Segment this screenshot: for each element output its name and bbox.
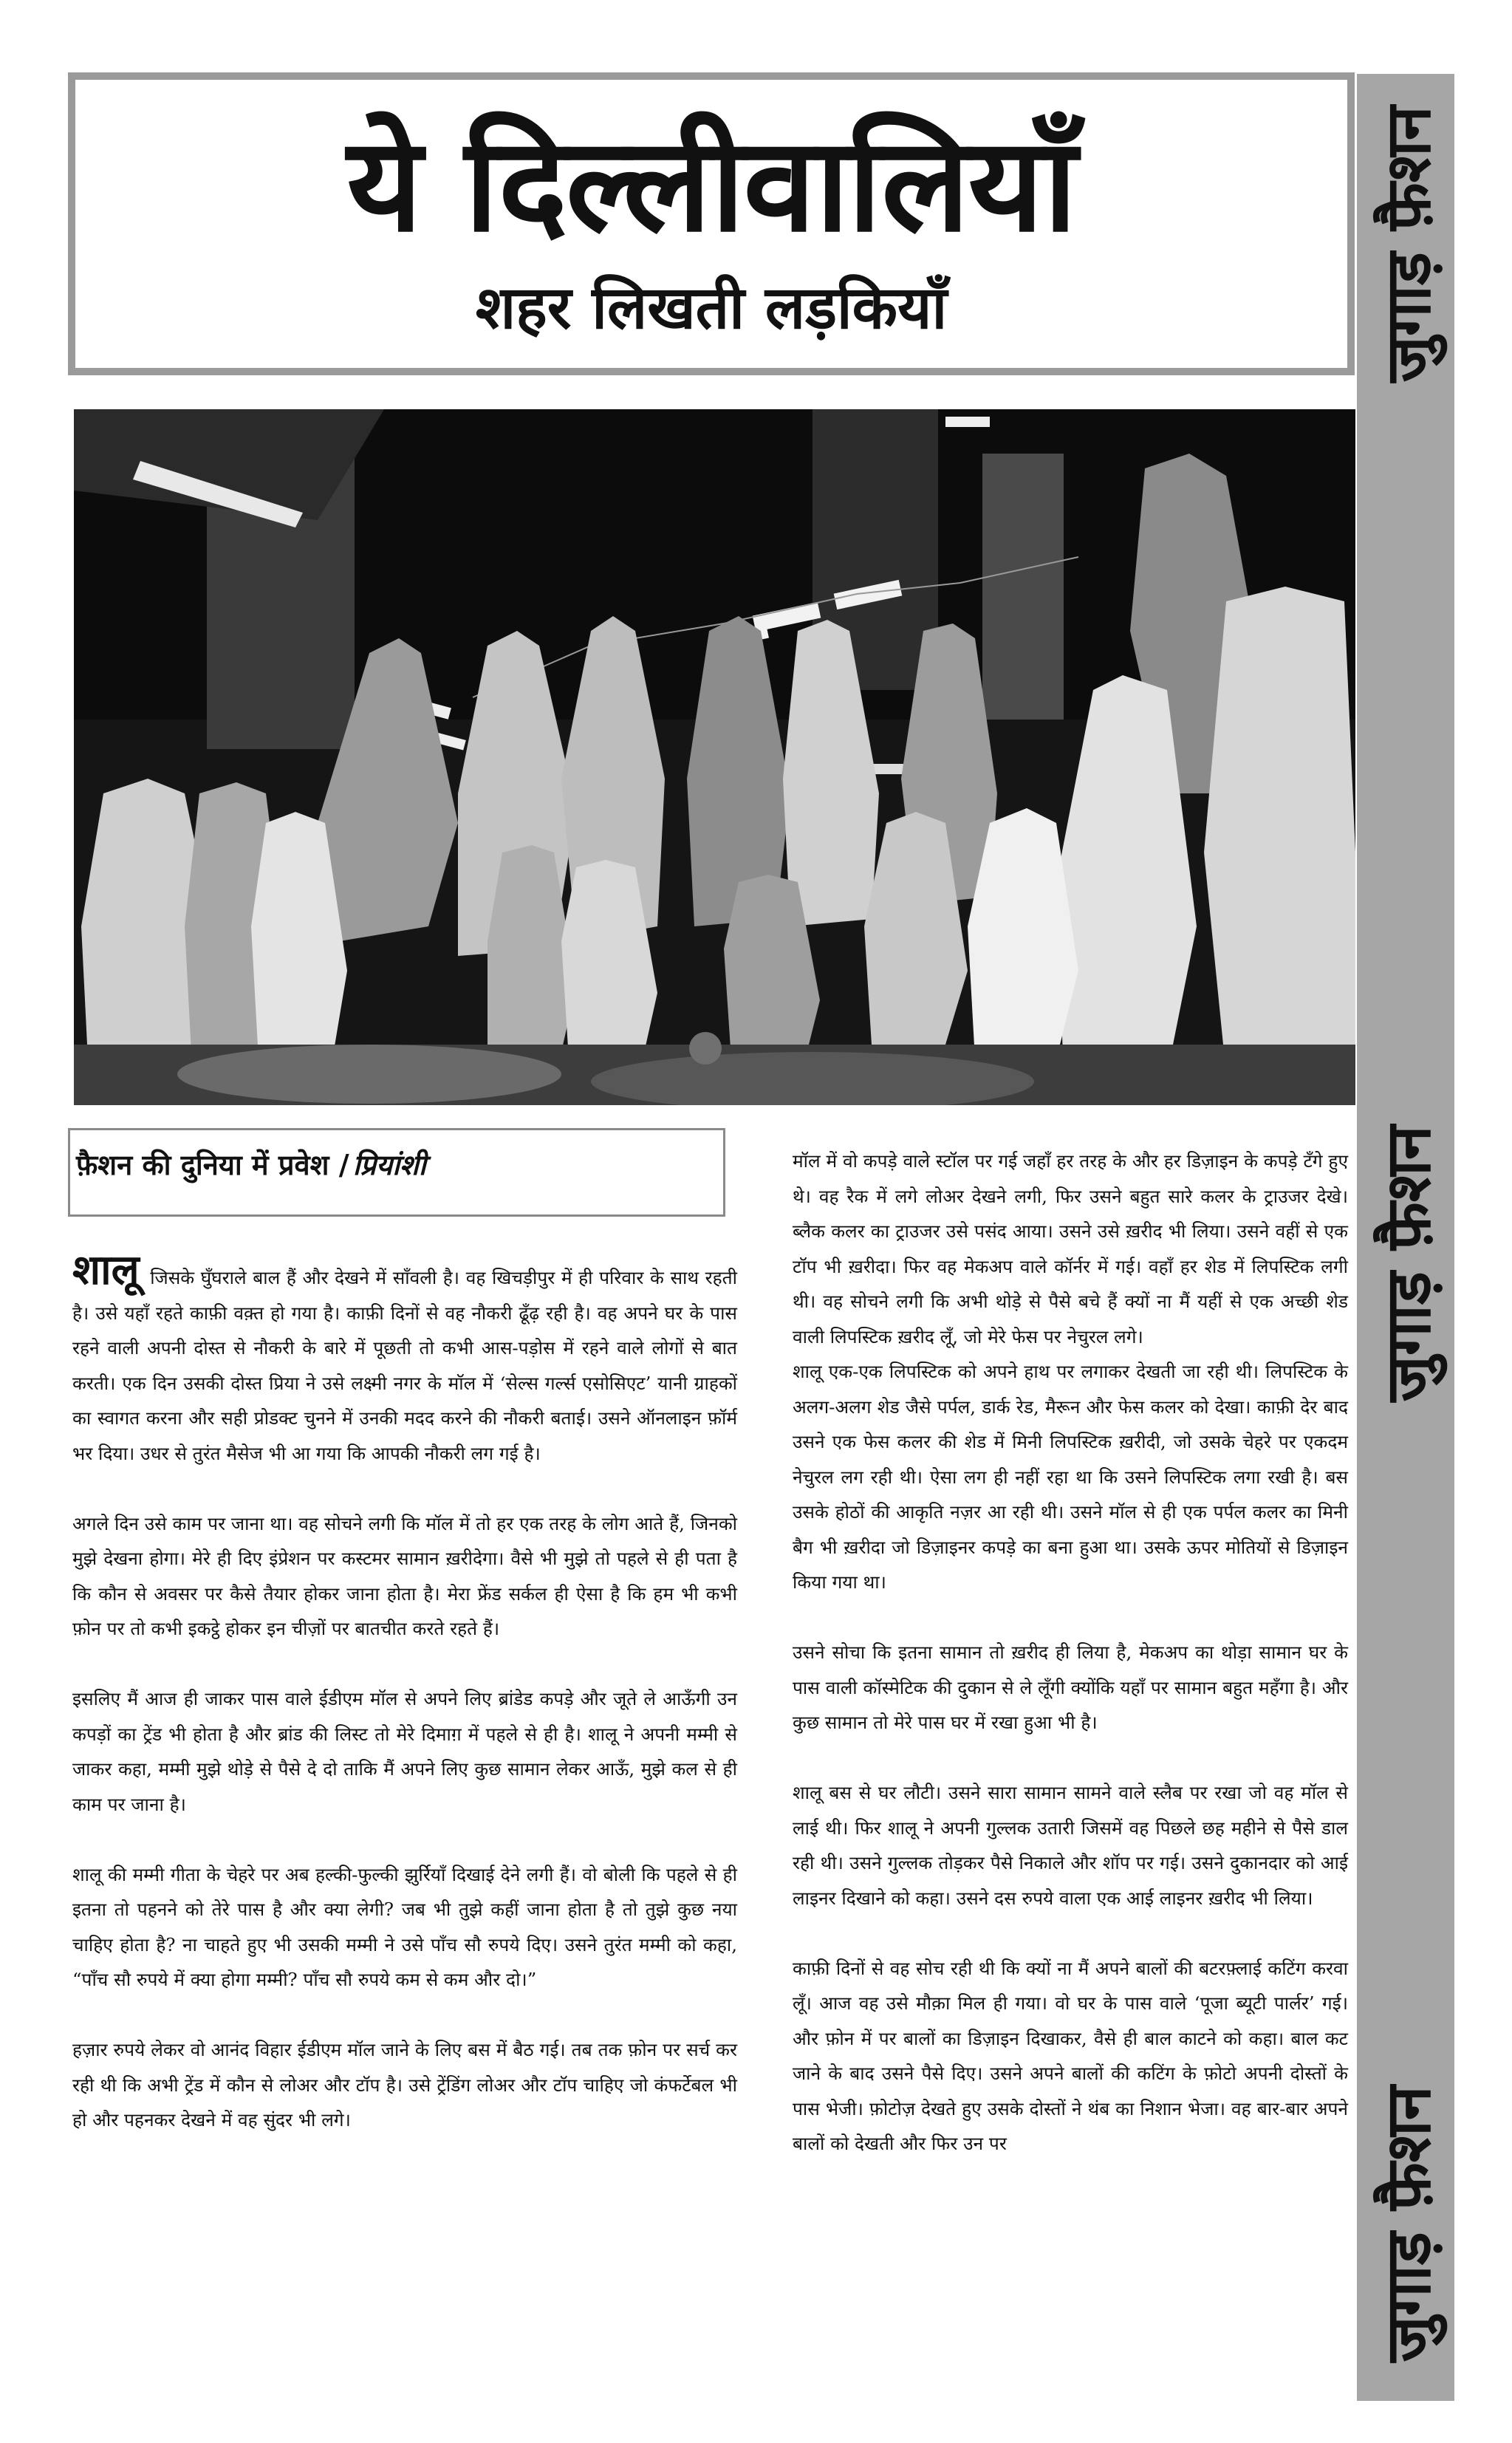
market-photo-illustration: [74, 409, 1355, 1105]
paragraph-9: शालू बस से घर लौटी। उसने सारा सामान सामने वाले स्लैब पर रखा जो वह मॉल से लाई थी। फिर शालू ने अपनी गुल्लक उतारी जिसमें वह पिछले छह महीने से पैसे डाल रही थी। उसने गुल्लक तोड़कर पैसे निकाले और शॉप पर गई। उसने दुकानदार को आई लाइनर दिखाने को कहा। उसने दस रुपये वाला एक आई लाइनर ख़रीद भी लिया।: [793, 1782, 1348, 1909]
side-label-top: जुगाड़ फ़ैशन: [1372, 105, 1445, 383]
article-right-column: [793, 1144, 1348, 2162]
paragraph-2: अगले दिन उसे काम पर जाना था। वह सोचने लगी कि मॉल में तो हर एक तरह के लोग आते हैं, जिनको मुझे देखना होगा। मेरे ही दिए इंप्रेशन पर कस्टमर सामान ख़रीदेगा। वैसे भी मुझे तो पहले से ही पता है कि कौन से अवसर पर कैसे तैयार होकर जाना होता है। मेरा फ्रेंड सर्कल ही ऐसा है कि हम भी कभी फ़ोन पर तो कभी इकट्ठे होकर इन चीज़ों पर बातचीत करते रहते हैं।: [72, 1512, 737, 1639]
side-label-middle: जुगाड़ फ़ैशन: [1372, 1124, 1445, 1402]
article-left-column: [72, 1246, 737, 2138]
paragraph-5: हज़ार रुपये लेकर वो आनंद विहार ईडीएम मॉल जाने के लिए बस में बैठ गई। तब तक फ़ोन पर सर्च कर रही थी कि अभी ट्रेंड में कौन से लोअर और टॉप है। उसे ट्रेंडिंग लोअर और टॉप चाहिए जो कंफर्टेबल भी हो और पहनकर देखने में वह सुंदर भी लगे।: [72, 2039, 737, 2131]
side-label-bottom: जुगाड़ फ़ैशन: [1372, 2085, 1445, 2362]
dropcap: शालू: [72, 1246, 140, 1294]
article-heading-box: [68, 1128, 725, 1217]
page-subtitle: शहर लिखती लड़कियाँ: [475, 273, 948, 342]
paragraph-6: मॉल में वो कपड़े वाले स्टॉल पर गई जहाँ हर तरह के और हर डिज़ाइन के कपड़े टँगे हुए थे। वह रैक में लगे लोअर देखने लगी, फिर उसने बहुत सारे कलर के ट्राउजर देखे। ब्लैक कलर का ट्राउजर उसे पसंद आया। उसने उसे ख़रीद भी लिया। उसने वहीं से एक टॉप भी ख़रीदा। फिर वह मेकअप वाले कॉर्नर में गई। वहाँ हर शेड में लिपस्टिक लगी थी। वह सोचने लगी कि अभी थोड़े से पैसे बचे हैं क्यों ना मैं यहीं से एक अच्छी शेड वाली लिपस्टिक ख़रीद लूँ, जो मेरे फेस पर नेचुरल लगे।: [793, 1150, 1348, 1347]
paragraph-4: शालू की मम्मी गीता के चेहरे पर अब हल्की-फुल्की झुर्रियाँ दिखाई देने लगी हैं। वो बोली कि पहले से ही इतना तो पहनने को तेरे पास है और क्या लेगी? जब भी तुझे कहीं जाना होता है तो तुझे कुछ नया चाहिए होता है? ना चाहते हुए भी उसकी मम्मी ने उसे पाँच सौ रुपये दिए। उसने तुरंत मम्मी को कहा, “पाँच सौ रुपये में क्या होगा मम्मी? पाँच सौ रुपये कम से कम और दो।”: [72, 1863, 737, 1990]
paragraph-7: शालू एक-एक लिपस्टिक को अपने हाथ पर लगाकर देखती जा रही थी। लिपस्टिक के अलग-अलग शेड जैसे पर्पल, डार्क रेड, मैरून और फेस कलर को देखा। काफ़ी देर बाद उसने एक फेस कलर की शेड में मिनी लिपस्टिक ख़रीदी, जो उसके चेहरे पर एकदम नेचुरल लग रही थी। ऐसा लग ही नहीं रहा था कि उसने लिपस्टिक लगा रखी है। बस उसके होठों की आकृति नज़र आ रही थी। उसने मॉल से ही एक पर्पल कलर का मिनी बैग भी ख़रीदा जो डिज़ाइनर कपड़े का बना हुआ था। उसके ऊपर मोतियों से डिज़ाइन किया गया था।: [793, 1361, 1348, 1593]
article-heading: फ़ैशन की दुनिया में प्रवेश /: [76, 1149, 349, 1181]
paragraph-10: काफ़ी दिनों से वह सोच रही थी कि क्यों ना मैं अपने बालों की बटरफ़्लाई कटिंग करवा लूँ। आज वह उसे मौक़ा मिल ही गया। वो घर के पास वाले ‘पूजा ब्यूटी पार्लर’ गई। और फ़ोन में पर बालों का डिज़ाइन दिखाकर, वैसे ही बाल काटने को कहा। बाल कट जाने के बाद उसने पैसे दिए। उसने अपने बालों की कटिंग के फ़ोटो अपनी दोस्तों के पास भेजी। फ़ोटोज़ देखते हुए उसके दोस्तों ने थंब का निशान भेजा। वह बार-बार अपने बालों को देखती और फिर उन पर: [793, 1957, 1348, 2154]
paragraph-1: शालू जिसके घुँघराले बाल हैं और देखने में साँवली है। वह खिचड़ीपुर में ही परिवार के साथ रहती है। उसे यहाँ रहते काफ़ी वक़्त हो गया है। काफ़ी दिनों से वह नौकरी ढूँढ़ रही है। वह अपने घर के पास रहने वाली अपनी दोस्त से नौकरी के बारे में पूछती तो कभी आस-पड़ोस में रहने वाले लोगों से बात करती। एक दिन उसकी दोस्त प्रिया ने उसे लक्ष्मी नगर के मॉल में ‘सेल्स गर्ल्स एसोसिएट’ यानी ग्राहकों का स्वागत करना और सही प्रोडक्ट चुनने में उनकी मदद करने की नौकरी बताई। उसने ऑनलाइन फ़ॉर्म भर दिया। उधर से तुरंत मैसेज भी आ गया कि आपकी नौकरी लग गई है।: [72, 1246, 737, 1464]
page-title: ये दिल्लीवालियाँ: [346, 109, 1076, 261]
paragraph-3: इसलिए मैं आज ही जाकर पास वाले ईडीएम मॉल से अपने लिए ब्रांडेड कपड़े और जूते ले आऊँगी उन कपड़ों का ट्रेंड भी होता है और ब्रांड की लिस्ट तो मेरे दिमाग़ में पहले से ही है। शालू ने अपनी मम्मी से जाकर कहा, मम्मी मुझे थोड़े से पैसे दे दो ताकि मैं अपने लिए कुछ सामान लेकर आऊँ, मुझे कल से ही काम पर जाना है।: [72, 1688, 737, 1815]
clothing-market-photo: [74, 409, 1355, 1105]
article-author: प्रियांशी: [352, 1148, 426, 1181]
paragraph-8: उसने सोचा कि इतना सामान तो ख़रीद ही लिया है, मेकअप का थोड़ा सामान घर के पास वाली कॉस्मेटिक की दुकान से ले लूँगी क्योंकि यहाँ पर सामान बहुत महँगा है। और कुछ सामान तो मेरे पास घर में रखा हुआ भी है।: [793, 1641, 1348, 1733]
masthead: [68, 72, 1355, 375]
